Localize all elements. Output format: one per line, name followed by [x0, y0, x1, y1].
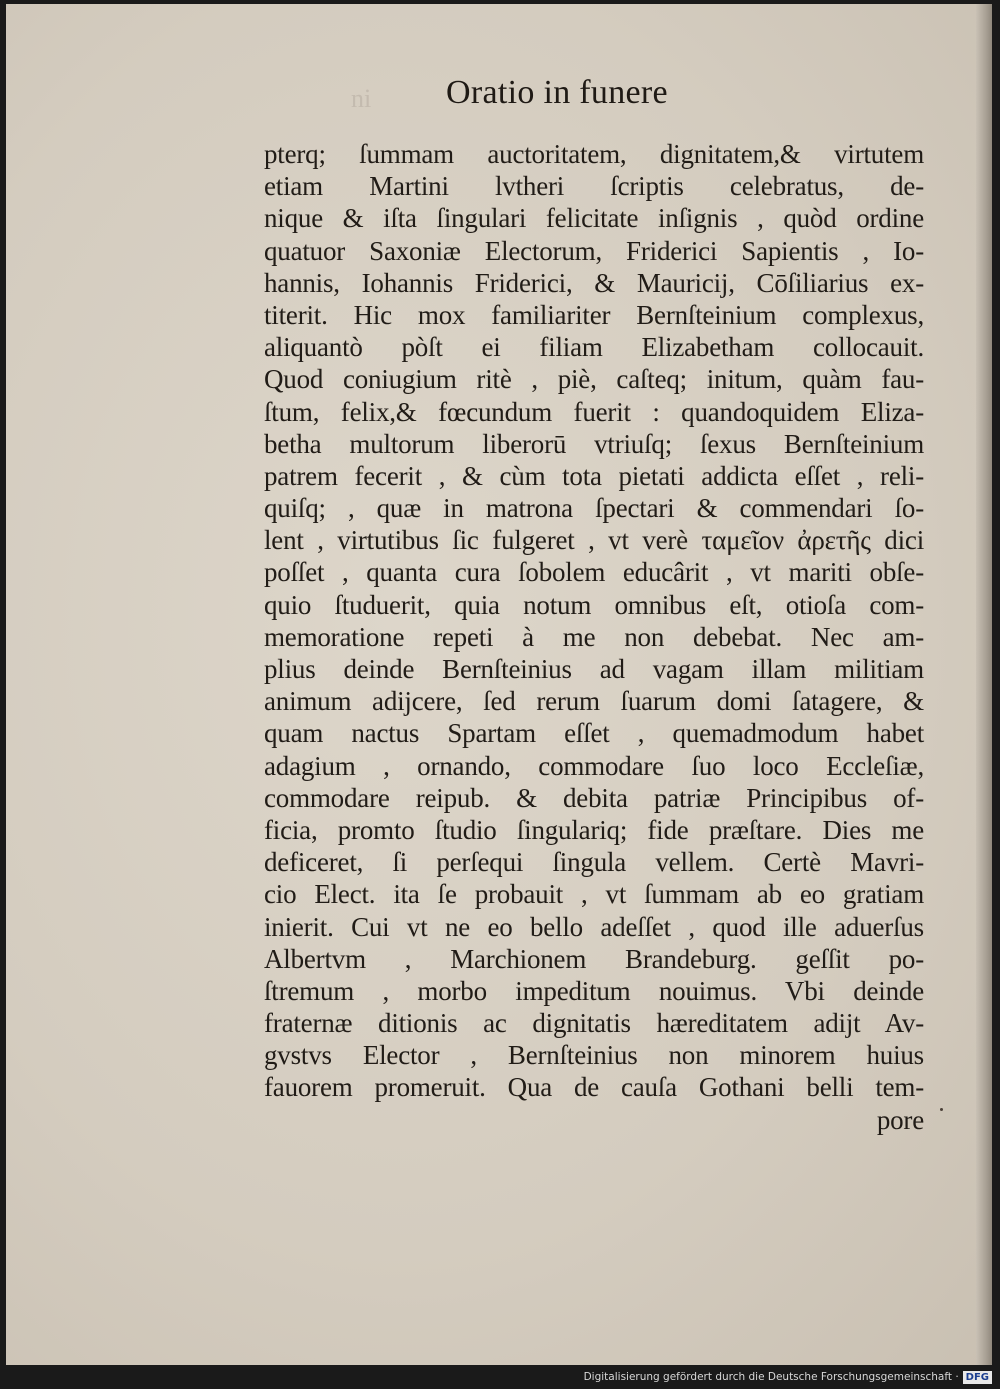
- page-gutter-shadow: [976, 4, 992, 1365]
- text-line: cio Elect. ita ſe probauit , vt ſummam ab eo gratiam: [264, 879, 924, 910]
- text-line: quio ſtuduerit, quia notum omnibus eſt, otioſa com-: [264, 589, 924, 620]
- text-line: quatuor Saxoniæ Electorum, Friderici Sapientis , Io-: [264, 235, 924, 266]
- body-text: [264, 138, 924, 1136]
- text-line: animum adijcere, ſed rerum ſuarum domi ſatagere, &: [264, 686, 924, 717]
- text-line: inierit. Cui vt ne eo bello adeſſet , quod ille aduerſus: [264, 911, 924, 942]
- text-line: nique & iſta ſingulari felicitate inſignis , quòd ordine: [264, 203, 924, 234]
- running-head: Oratio in funere: [446, 74, 668, 111]
- footer-text: Digitalisierung gefördert durch die Deutsche Forschungsgemeinschaft ·: [583, 1371, 959, 1383]
- text-line: fauorem promeruit. Qua de cauſa Gothani belli tem-: [264, 1072, 924, 1103]
- text-line: Albertvm , Marchionem Brandeburg. geſſit po-: [264, 943, 924, 974]
- text-line: betha multorum liberorū vtriuſq; ſexus Bernſteinium: [264, 428, 924, 459]
- text-line: memoratione repeti à me non debebat. Nec am-: [264, 621, 924, 652]
- text-line: fraternæ ditionis ac dignitatis hæreditatem adijt Av-: [264, 1008, 924, 1039]
- text-line: hannis, Iohannis Friderici, & Mauricij, Cōſiliarius ex-: [264, 267, 924, 298]
- text-line: etiam Martini lvtheri ſcriptis celebratus, de-: [264, 171, 924, 202]
- text-line: titerit. Hic mox familiariter Bernſteinium complexus,: [264, 299, 924, 330]
- bleed-through-text: ni: [351, 84, 372, 113]
- ink-speck: [940, 1108, 943, 1111]
- text-line: aliquantò pòſt ei filiam Elizabetham collocauit.: [264, 332, 924, 363]
- text-line: quiſq; , quæ in matrona ſpectari & commendari ſo-: [264, 493, 924, 524]
- text-line: patrem fecerit , & cùm tota pietati addicta eſſet , reli-: [264, 460, 924, 491]
- text-line: ficia, promto ſtudio ſingulariq; fide præſtare. Dies me: [264, 814, 924, 845]
- dfg-logo: DFG: [963, 1371, 992, 1384]
- text-line: pterq; ſummam auctoritatem, dignitatem,& virtutem: [264, 139, 924, 169]
- text-line: plius deinde Bernſteinius ad vagam illam militiam: [264, 654, 924, 684]
- text-line: adagium , ornando, commodare ſuo loco Eccleſiæ,: [264, 750, 924, 781]
- text-line: gvstvs Elector , Bernſteinius non minorem huius: [264, 1040, 924, 1071]
- text-line: deficeret, ſi perſequi ſingula vellem. Certè Mavri-: [264, 847, 924, 878]
- text-line: Quod coniugium ritè , piè, caſteq; initum, quàm fau-: [264, 364, 924, 395]
- book-page: [6, 4, 992, 1365]
- digitization-footer: [584, 1369, 992, 1385]
- catchword: pore: [876, 1104, 924, 1135]
- text-line: lent , virtutibus ſic fulgeret , vt verè ταμεῖον ἀρετῆς dici: [264, 525, 924, 556]
- text-line: poſſet , quanta cura ſobolem educârit , vt mariti obſe-: [264, 557, 924, 588]
- text-line: commodare reipub. & debita patriæ Principibus of-: [264, 782, 924, 813]
- text-line: ſtremum , morbo impeditum nouimus. Vbi deinde: [264, 975, 924, 1006]
- text-line: ſtum, felix,& fœcundum fuerit : quandoquidem Eliza-: [264, 396, 924, 427]
- text-line: quam nactus Spartam eſſet , quemadmodum habet: [264, 718, 924, 749]
